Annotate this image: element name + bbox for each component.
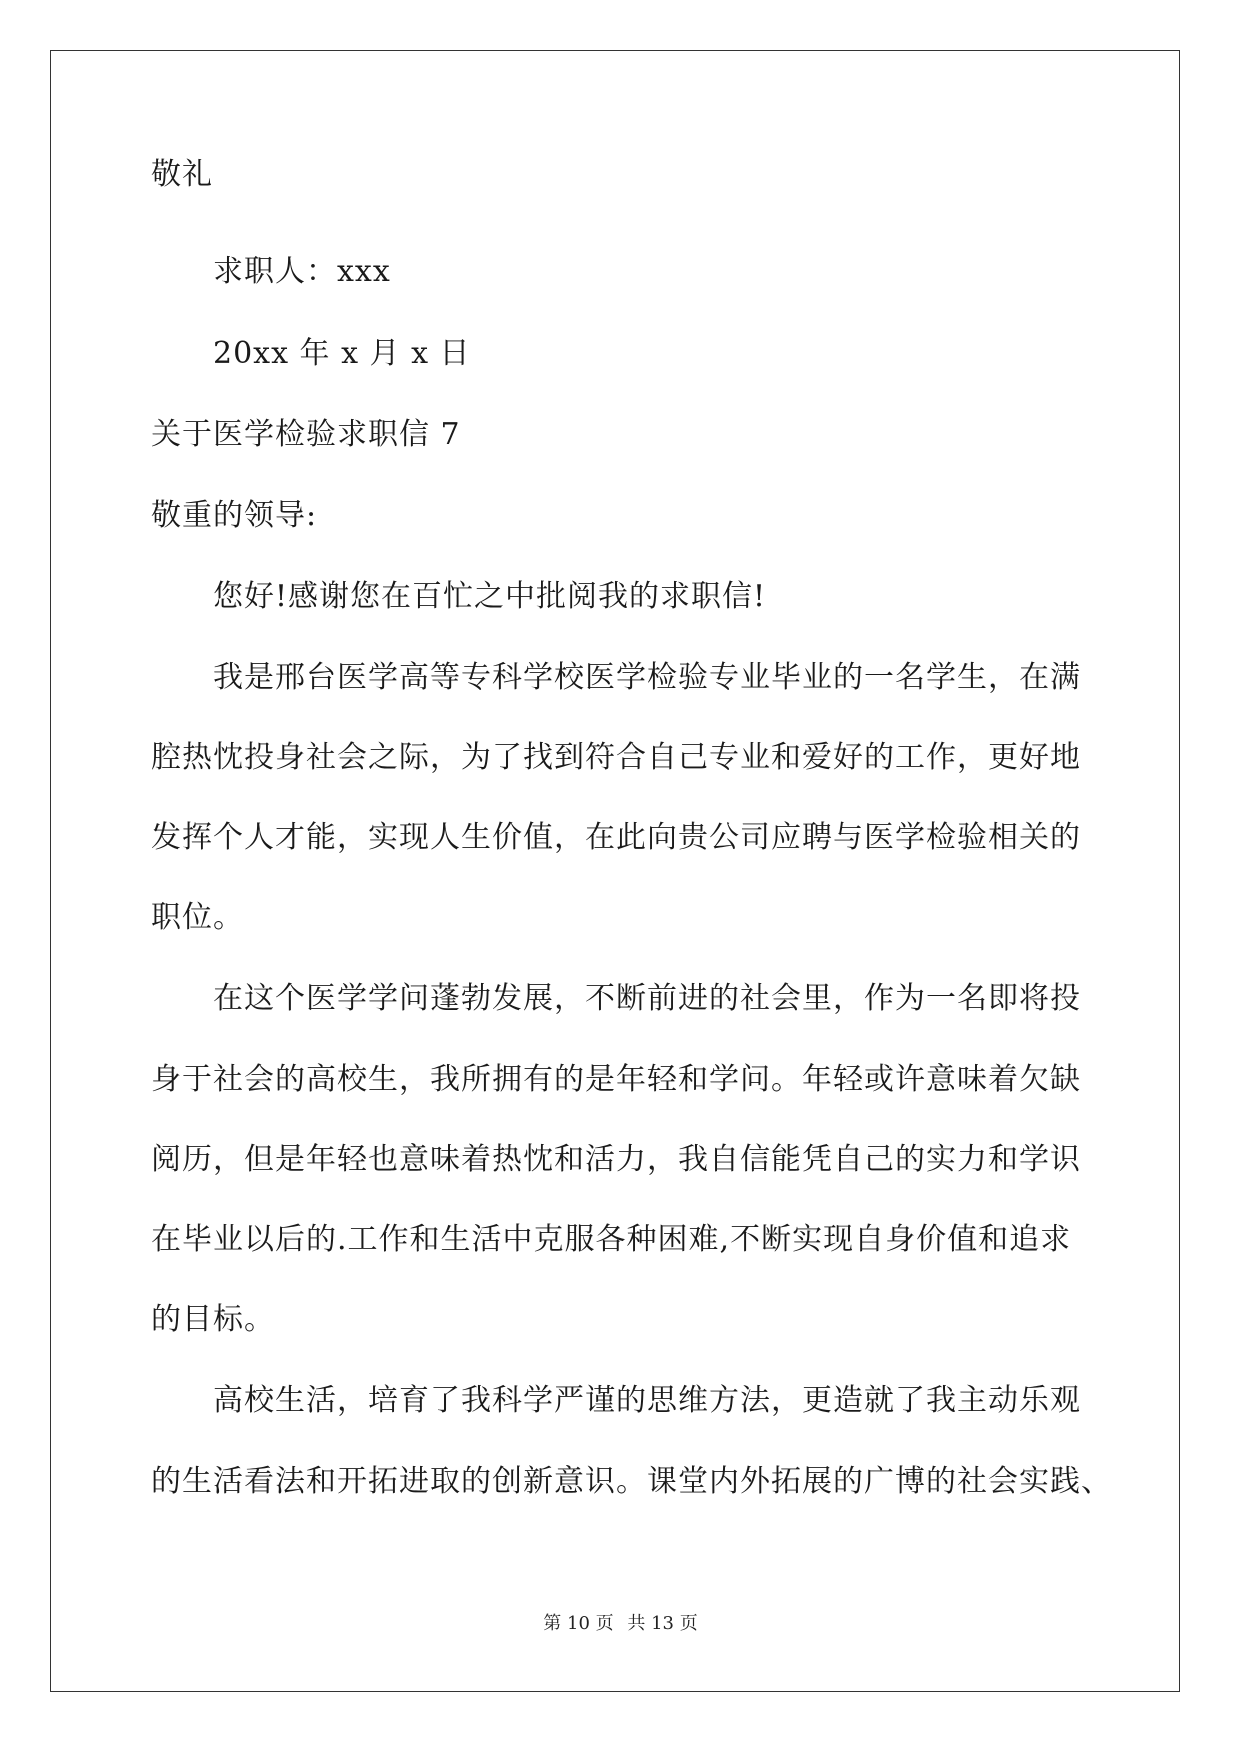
paragraph-line: 的生活看法和开拓进取的创新意识。课堂内外拓展的广博的社会实践、 <box>151 1464 1112 1499</box>
paragraph-line: 腔热忱投身社会之际，为了找到符合自己专业和爱好的工作，更好地 <box>151 740 1081 775</box>
page-number: 第 10 页 <box>543 1613 614 1634</box>
paragraph-line: 发挥个人才能，实现人生价值，在此向贵公司应聘与医学检验相关的 <box>151 820 1081 855</box>
paragraph-line: 高校生活，培育了我科学严谨的思维方法，更造就了我主动乐观 <box>213 1383 1081 1418</box>
paragraph-line: 职位。 <box>151 900 244 935</box>
salutation: 敬重的领导: <box>151 498 318 533</box>
paragraph-line: 阅历，但是年轻也意味着热忱和活力，我自信能凭自己的实力和学识 <box>151 1142 1081 1177</box>
paragraph-line: 在毕业以后的.工作和生活中克服各种困难,不断实现自身价值和追求 <box>151 1222 1072 1257</box>
paragraph-line: 在这个医学学问蓬勃发展，不断前进的社会里，作为一名即将投 <box>213 981 1081 1016</box>
paragraph-line: 身于社会的高校生，我所拥有的是年轻和学问。年轻或许意味着欠缺 <box>151 1062 1081 1097</box>
signer-text: 求职人：xxx <box>213 254 391 289</box>
date-text: 20xx 年 x 月 x 日 <box>213 336 471 371</box>
page-footer <box>0 1612 1241 1636</box>
page-border <box>50 50 1180 1692</box>
letter-title: 关于医学检验求职信 7 <box>151 417 461 452</box>
paragraph-line: 的目标。 <box>151 1302 275 1337</box>
page-total: 共 13 页 <box>627 1613 698 1634</box>
paragraph-line: 我是邢台医学高等专科学校医学检验专业毕业的一名学生，在满 <box>213 660 1081 695</box>
paragraph-line: 您好!感谢您在百忙之中批阅我的求职信! <box>213 579 767 614</box>
closing-text: 敬礼 <box>151 157 213 192</box>
